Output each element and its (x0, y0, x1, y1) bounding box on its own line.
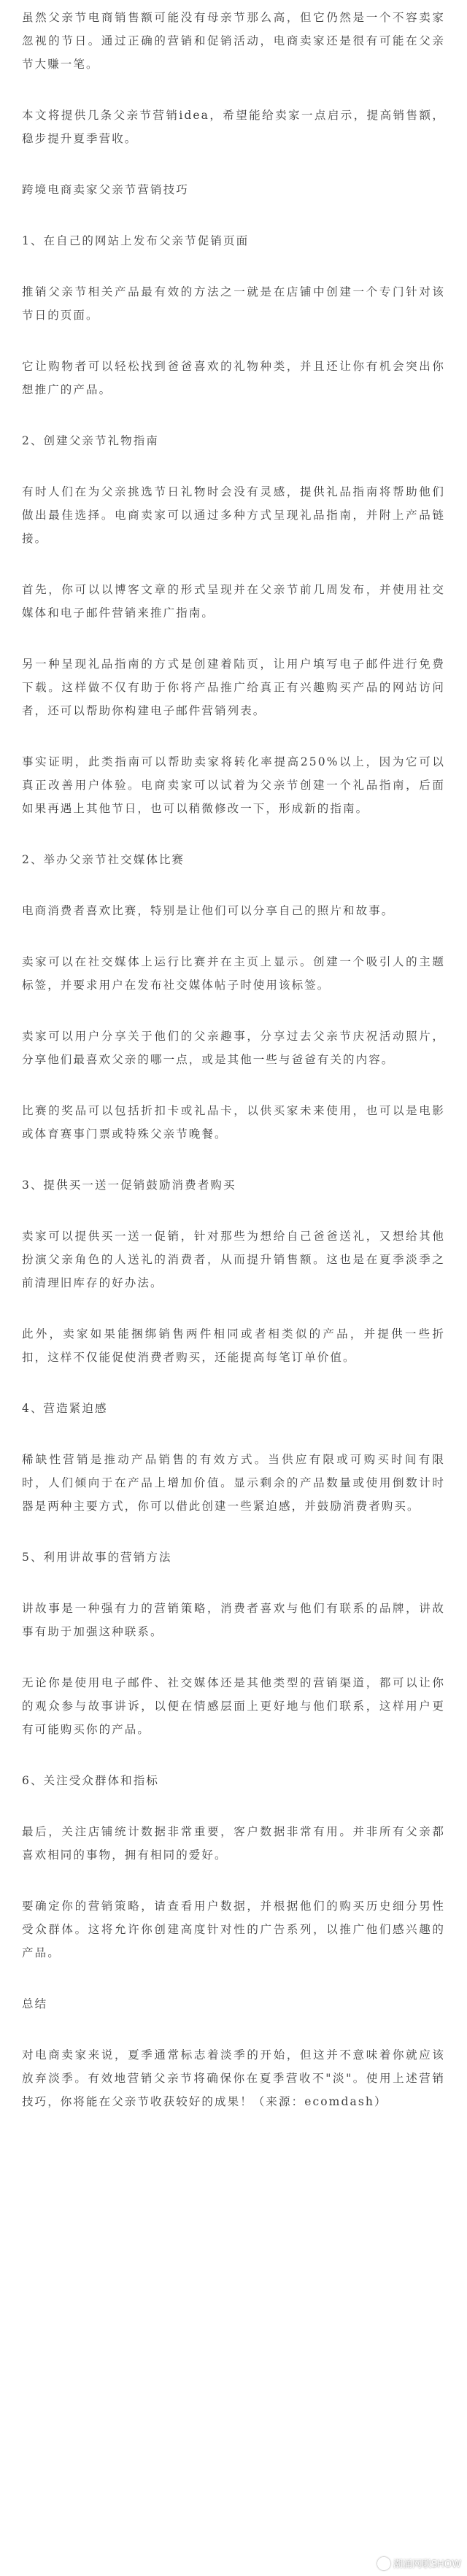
section-6-paragraph-1: 讲故事是一种强有力的营销策略，消费者喜欢与他们有联系的品牌，讲故事有助于加强这种联系。 (22, 1602, 445, 1638)
summary-title: 总结 (22, 1997, 48, 2010)
section-6-title: 5、利用讲故事的营销方法 (22, 1551, 172, 1564)
brand-logo-icon (377, 2557, 390, 2570)
section-3-paragraph-3: 卖家可以用户分享关于他们的父亲趣事，分享过去父亲节庆祝活动照片，分享他们最喜欢父亲的哪一点，或是其他一些与爸爸有关的内容。 (22, 1030, 445, 1066)
section-2-paragraph-3: 另一种呈现礼品指南的方式是创建着陆页，让用户填写电子邮件进行免费下载。这样做不仅有助于你将产品推广给真正有兴趣购买产品的网站访问者，还可以帮助你构建电子邮件营销列表。 (22, 658, 445, 717)
section-1-paragraph-1: 推销父亲节相关产品最有效的方法之一就是在店铺中创建一个专门针对该节日的页面。 (22, 285, 445, 322)
section-3-paragraph-1: 电商消费者喜欢比赛，特别是让他们可以分享自己的照片和故事。 (22, 904, 395, 917)
source-watermark (377, 2556, 461, 2570)
section-1-paragraph-2: 它让购物者可以轻松找到爸爸喜欢的礼物种类，并且还让你有机会突出你想推广的产品。 (22, 360, 445, 396)
section-7-title: 6、关注受众群体和指标 (22, 1774, 159, 1787)
section-3-paragraph-2: 卖家可以在社交媒体上运行比赛并在主页上显示。创建一个吸引人的主题标签，并要求用户在发布社交媒体帖子时使用该标签。 (22, 955, 445, 992)
section-4-paragraph-1: 卖家可以提供买一送一促销，针对那些为想给自己爸爸送礼，又想给其他扮演父亲角色的人送礼的消费者，从而提升销售额。这也是在夏季淡季之前清理旧库存的好办法。 (22, 1230, 445, 1289)
summary-paragraph: 对电商卖家来说，夏季通常标志着淡季的开始，但这并不意味着你就应该放弃淡季。有效地营销父亲节将确保你在夏季营收不"淡"。使用上述营销技巧，你将能在父亲节收获较好的成果！（来源：ecomdash） (22, 2048, 445, 2108)
section-1-title: 1、在自己的网站上发布父亲节促销页面 (22, 234, 250, 247)
article-main-title: 跨境电商卖家父亲节营销技巧 (22, 183, 189, 196)
section-5-paragraph-1: 稀缺性营销是推动产品销售的有效方式。当供应有限或可购买时间有限时，人们倾向于在产品上增加价值。显示剩余的产品数量或使用倒数计时器是两种主要方式，你可以借此创建一些紧迫感，并鼓励消费者购买。 (22, 1453, 445, 1513)
section-7-paragraph-1: 最后，关注店铺统计数据非常重要，客户数据非常有用。并非所有父亲都喜欢相同的事物，拥有相同的爱好。 (22, 1825, 445, 1862)
section-2-paragraph-2: 首先，你可以以博客文章的形式呈现并在父亲节前几周发布，并使用社交媒体和电子邮件营销来推广指南。 (22, 583, 445, 620)
intro-paragraph-2: 本文将提供几条父亲节营销idea，希望能给卖家一点启示，提高销售额，稳步提升夏季营收。 (22, 109, 445, 145)
section-2-paragraph-1: 有时人们在为父亲挑选节日礼物时会没有灵感，提供礼品指南将帮助他们做出最佳选择。电商卖家可以通过多种方式呈现礼品指南，并附上产品链接。 (22, 485, 445, 545)
section-2-paragraph-4: 事实证明，此类指南可以帮助卖家将转化率提高250%以上，因为它可以真正改善用户体验。电商卖家可以试着为父亲节创建一个礼品指南，后面如果再遇上其他节日，也可以稍微修改一下，形成新的指南。 (22, 755, 445, 815)
section-2-title: 2、创建父亲节礼物指南 (22, 434, 159, 447)
intro-paragraph-1: 虽然父亲节电商销售额可能没有母亲节那么高，但它仍然是一个不容卖家忽视的节日。通过正确的营销和促销活动，电商卖家还是很有可能在父亲节大赚一笔。 (22, 11, 445, 71)
section-7-paragraph-2: 要确定你的营销策略，请查看用户数据，并根据他们的购买历史细分男性受众群体。这将允许你创建高度针对性的广告系列，以推广他们感兴趣的产品。 (22, 1900, 445, 1959)
section-6-paragraph-2: 无论你是使用电子邮件、社交媒体还是其他类型的营销渠道，都可以让你的观众参与故事讲诉，以便在情感层面上更好地与他们联系，这样用户更有可能购买你的产品。 (22, 1676, 445, 1736)
section-4-paragraph-2: 此外，卖家如果能捆绑销售两件相同或者相类似的产品，并提供一些折扣，这样不仅能促使消费者购买，还能提高每笔订单价值。 (22, 1327, 445, 1364)
section-5-title: 4、营造紧迫感 (22, 1402, 108, 1415)
watermark-text: 潮涌网联SHOW (393, 2559, 461, 2570)
section-4-title: 3、提供买一送一促销鼓励消费者购买 (22, 1179, 236, 1192)
section-3-title: 2、举办父亲节社交媒体比赛 (22, 853, 185, 866)
section-3-paragraph-4: 比赛的奖品可以包括折扣卡或礼品卡，以供买家未来使用，也可以是电影或体育赛事门票或特殊父亲节晚餐。 (22, 1104, 445, 1141)
